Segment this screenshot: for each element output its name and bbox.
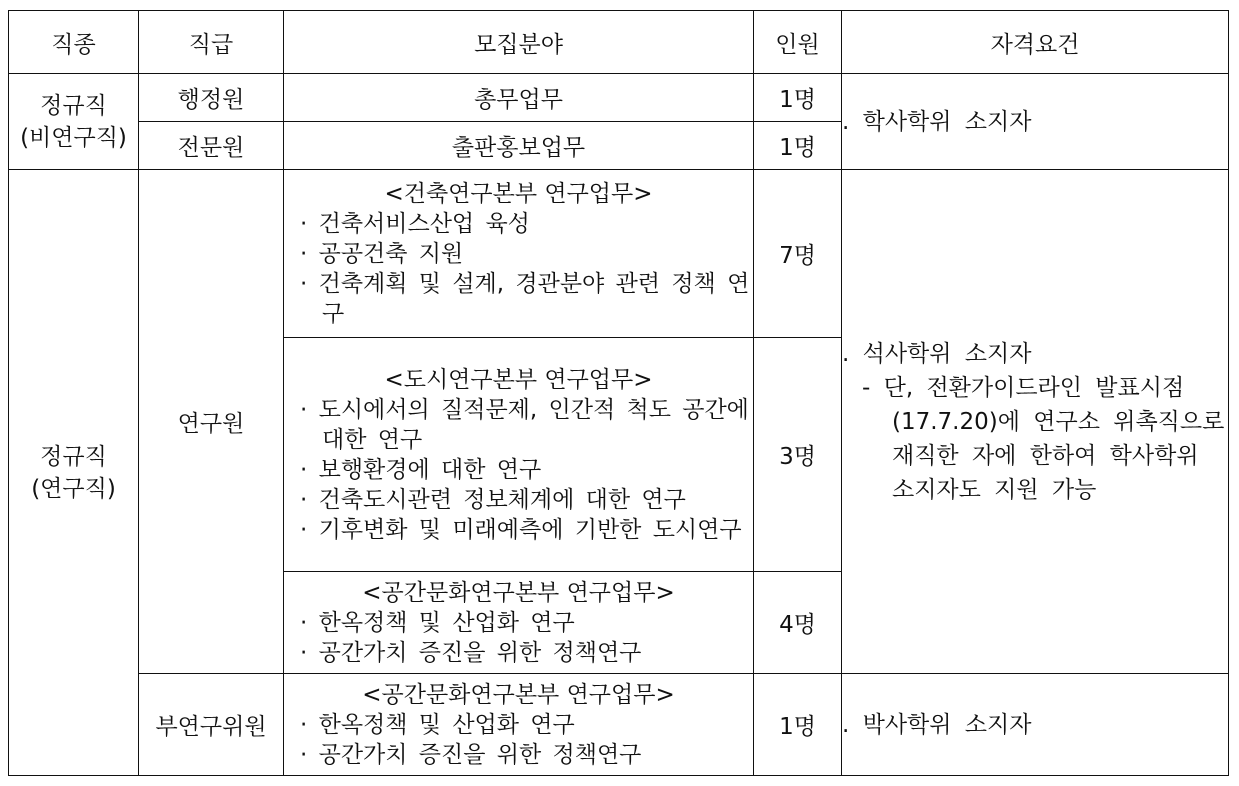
rank-cell: 행정원 bbox=[139, 74, 284, 122]
requirement-cell: . 학사학위 소지자 bbox=[842, 74, 1229, 170]
job-type-line: 정규직 bbox=[40, 92, 107, 119]
table-row bbox=[9, 74, 1229, 122]
header-row bbox=[9, 11, 1229, 74]
header-requirements: 자격요건 bbox=[842, 11, 1229, 74]
list-item: · 기후변화 및 미래예측에 기반한 도시연구 bbox=[300, 516, 742, 543]
count-cell: 1명 bbox=[754, 674, 842, 776]
header-field: 모집분야 bbox=[284, 11, 754, 74]
table-row bbox=[9, 170, 1229, 338]
list-item: · 공간가치 증진을 위한 정책연구 bbox=[300, 639, 642, 666]
field-group-title: <공간문화연구본부 연구업무> bbox=[362, 681, 675, 708]
field-group-title: <공간문화연구본부 연구업무> bbox=[362, 579, 675, 606]
list-item: · 건축도시관련 정보체계에 대한 연구 bbox=[300, 486, 686, 513]
field-cell bbox=[284, 674, 754, 776]
header-count: 인원 bbox=[754, 11, 842, 74]
rank-cell: 전문원 bbox=[139, 122, 284, 170]
field-cell bbox=[284, 572, 754, 674]
list-item: · 건축서비스산업 육성 bbox=[300, 210, 530, 237]
list-item: · 공공건축 지원 bbox=[300, 240, 464, 267]
list-item: · 보행환경에 대한 연구 bbox=[300, 456, 542, 483]
rank-cell: 연구원 bbox=[139, 170, 284, 674]
requirement-cell bbox=[842, 170, 1229, 674]
list-item: · 한옥정책 및 산업화 연구 bbox=[300, 609, 575, 636]
field-cell bbox=[284, 170, 754, 338]
rank-cell: 부연구위원 bbox=[139, 674, 284, 776]
list-item: · 한옥정책 및 산업화 연구 bbox=[300, 711, 575, 738]
requirement-sub: - 단, 전환가이드라인 발표시점 (17.7.20)에 연구소 위촉직으로 재직한 자에 한하여 학사학위 소지자도 지원 가능 bbox=[862, 374, 1225, 503]
job-type-line: 정규직 bbox=[40, 443, 107, 470]
job-type-line: (비연구직) bbox=[20, 124, 127, 151]
list-item: · 건축계획 및 설계, 경관분야 관련 정책 연구 bbox=[300, 270, 750, 327]
header-rank: 직급 bbox=[139, 11, 284, 74]
list-item: · 공간가치 증진을 위한 정책연구 bbox=[300, 741, 642, 768]
header-job-type: 직종 bbox=[9, 11, 139, 74]
count-cell: 3명 bbox=[754, 338, 842, 572]
list-item: · 도시에서의 질적문제, 인간적 척도 공간에 대한 연구 bbox=[300, 396, 749, 453]
field-cell: 총무업무 bbox=[284, 74, 754, 122]
job-type-research bbox=[9, 170, 139, 776]
requirement-main: . 석사학위 소지자 bbox=[842, 340, 1032, 367]
field-group-title: <건축연구본부 연구업무> bbox=[384, 180, 653, 207]
job-type-nonresearch bbox=[9, 74, 139, 170]
count-cell: 1명 bbox=[754, 122, 842, 170]
recruitment-table bbox=[8, 10, 1229, 776]
count-cell: 1명 bbox=[754, 74, 842, 122]
count-cell: 7명 bbox=[754, 170, 842, 338]
count-cell: 4명 bbox=[754, 572, 842, 674]
requirement-cell: . 박사학위 소지자 bbox=[842, 674, 1229, 776]
field-group-title: <도시연구본부 연구업무> bbox=[384, 366, 653, 393]
table-row bbox=[9, 674, 1229, 776]
field-cell: 출판홍보업무 bbox=[284, 122, 754, 170]
job-type-line: (연구직) bbox=[31, 475, 116, 502]
field-cell bbox=[284, 338, 754, 572]
